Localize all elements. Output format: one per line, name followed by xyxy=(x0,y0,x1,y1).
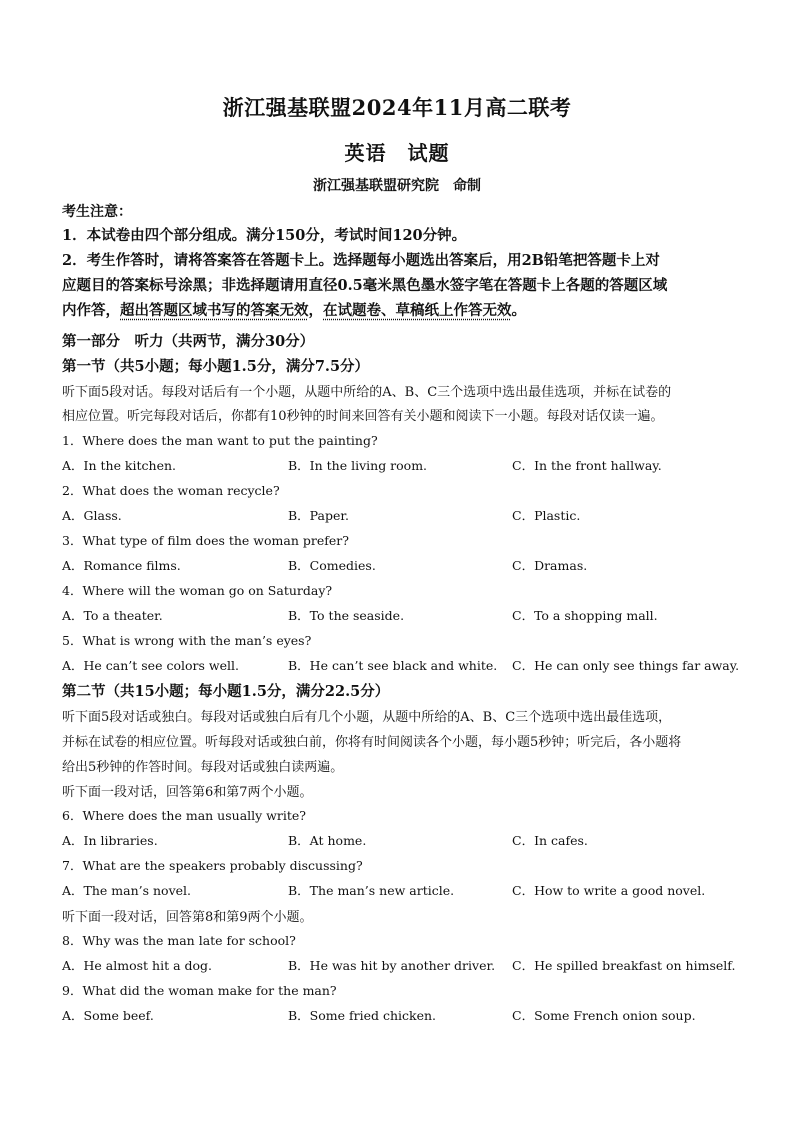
exam-subject: 英语 试题 xyxy=(344,141,450,165)
dialog-6-7-intro: 听下面一段对话，回答第6和第7两个小题。 xyxy=(62,785,313,800)
q3-option-a: A．Romance films. xyxy=(62,558,181,573)
q6-option-b: B．At home. xyxy=(288,833,367,848)
question-7: 7．What are the speakers probably discussing? xyxy=(62,858,363,873)
part1-heading: 第一部分 听力（共两节，满分30分） xyxy=(62,333,315,350)
q9-option-c: C．Some French onion soup. xyxy=(512,1008,696,1023)
note-2-emphasis-1: 超出答题区域书写的答案无效 xyxy=(120,302,309,319)
question-3: 3．What type of film does the woman prefer? xyxy=(62,533,349,548)
section2-instr-line-2: 并标在试卷的相应位置。听每段对话或独白前，你将有时间阅读各个小题，每小题5秒钟；听完后，各小题将 xyxy=(62,735,682,750)
q1-option-c: C．In the front hallway. xyxy=(512,458,662,473)
q3-option-c: C．Dramas. xyxy=(512,558,588,573)
q5-option-a: A．He can’t see colors well. xyxy=(62,658,239,673)
note-2-line-1: 2．考生作答时，请将答案答在答题卡上。选择题每小题选出答案后，用2B铅笔把答题卡上对 xyxy=(62,252,660,269)
q3-option-b: B．Comedies. xyxy=(288,558,376,573)
dialog-8-9-intro: 听下面一段对话，回答第8和第9两个小题。 xyxy=(62,910,313,925)
section1-instr-line-2: 相应位置。听完每段对话后，你都有10秒钟的时间来回答有关小题和阅读下一小题。每段对话仅读一遍。 xyxy=(62,409,664,424)
q7-option-a: A．The man’s novel. xyxy=(62,883,192,898)
question-5: 5．What is wrong with the man’s eyes? xyxy=(62,633,312,648)
q2-option-a: A．Glass. xyxy=(62,508,122,523)
q8-option-a: A．He almost hit a dog. xyxy=(62,958,213,973)
question-8: 8．Why was the man late for school? xyxy=(62,933,296,948)
section1-instr-line-1: 听下面5段对话。每段对话后有一个小题，从题中所给的A、B、C三个选项中选出最佳选项，并标在试卷的 xyxy=(62,385,672,400)
note-2-line-2: 应题目的答案标号涂黑；非选择题请用直径0.5毫米黑色墨水签字笔在答题卡上各题的答题区域 xyxy=(62,277,668,294)
section2-instr-line-3: 给出5秒钟的作答时间。每段对话或独白读两遍。 xyxy=(62,760,344,775)
q6-option-c: C．In cafes. xyxy=(512,833,588,848)
q2-option-b: B．Paper. xyxy=(288,508,349,523)
q5-option-b: B．He can’t see black and white. xyxy=(288,658,498,673)
note-2-line-3-c: ， xyxy=(308,302,323,319)
question-9: 9．What did the woman make for the man? xyxy=(62,983,337,998)
note-2-line-3-a: 内作答， xyxy=(62,302,120,319)
section1-heading: 第一节（共5小题；每小题1.5分，满分7.5分） xyxy=(62,358,370,375)
q1-option-b: B．In the living room. xyxy=(288,458,428,473)
exam-title: 浙江强基联盟2024年11月高二联考 xyxy=(222,95,572,120)
note-2-emphasis-2: 在试题卷、草稿纸上作答无效 xyxy=(323,302,512,319)
question-4: 4．Where will the woman go on Saturday? xyxy=(62,583,333,598)
note-2-line-3 xyxy=(62,299,526,320)
q8-option-b: B．He was hit by another driver. xyxy=(288,958,496,973)
question-2: 2．What does the woman recycle? xyxy=(62,483,280,498)
question-6: 6．Where does the man usually write? xyxy=(62,808,306,823)
section2-instr-line-1: 听下面5段对话或独白。每段对话或独白后有几个小题，从题中所给的A、B、C三个选项中选出最佳选项， xyxy=(62,710,672,725)
q4-option-a: A．To a theater. xyxy=(62,608,163,623)
q7-option-b: B．The man’s new article. xyxy=(288,883,455,898)
q9-option-b: B．Some fried chicken. xyxy=(288,1008,437,1023)
exam-organizer: 浙江强基联盟研究院 命制 xyxy=(313,178,481,194)
q8-option-c: C．He spilled breakfast on himself. xyxy=(512,958,736,973)
q4-option-b: B．To the seaside. xyxy=(288,608,405,623)
q1-option-a: A．In the kitchen. xyxy=(62,458,177,473)
note-1: 1．本试卷由四个部分组成。满分150分，考试时间120分钟。 xyxy=(62,227,467,244)
note-2-line-3-e: 。 xyxy=(511,302,526,319)
section2-heading: 第二节（共15小题；每小题1.5分，满分22.5分） xyxy=(62,683,390,700)
q6-option-a: A．In libraries. xyxy=(62,833,158,848)
question-1: 1．Where does the man want to put the painting? xyxy=(62,433,378,448)
q2-option-c: C．Plastic. xyxy=(512,508,581,523)
notes-label: 考生注意： xyxy=(62,204,132,220)
q9-option-a: A．Some beef. xyxy=(62,1008,154,1023)
q7-option-c: C．How to write a good novel. xyxy=(512,883,706,898)
q5-option-c: C．He can only see things far away. xyxy=(512,658,740,673)
q4-option-c: C．To a shopping mall. xyxy=(512,608,658,623)
